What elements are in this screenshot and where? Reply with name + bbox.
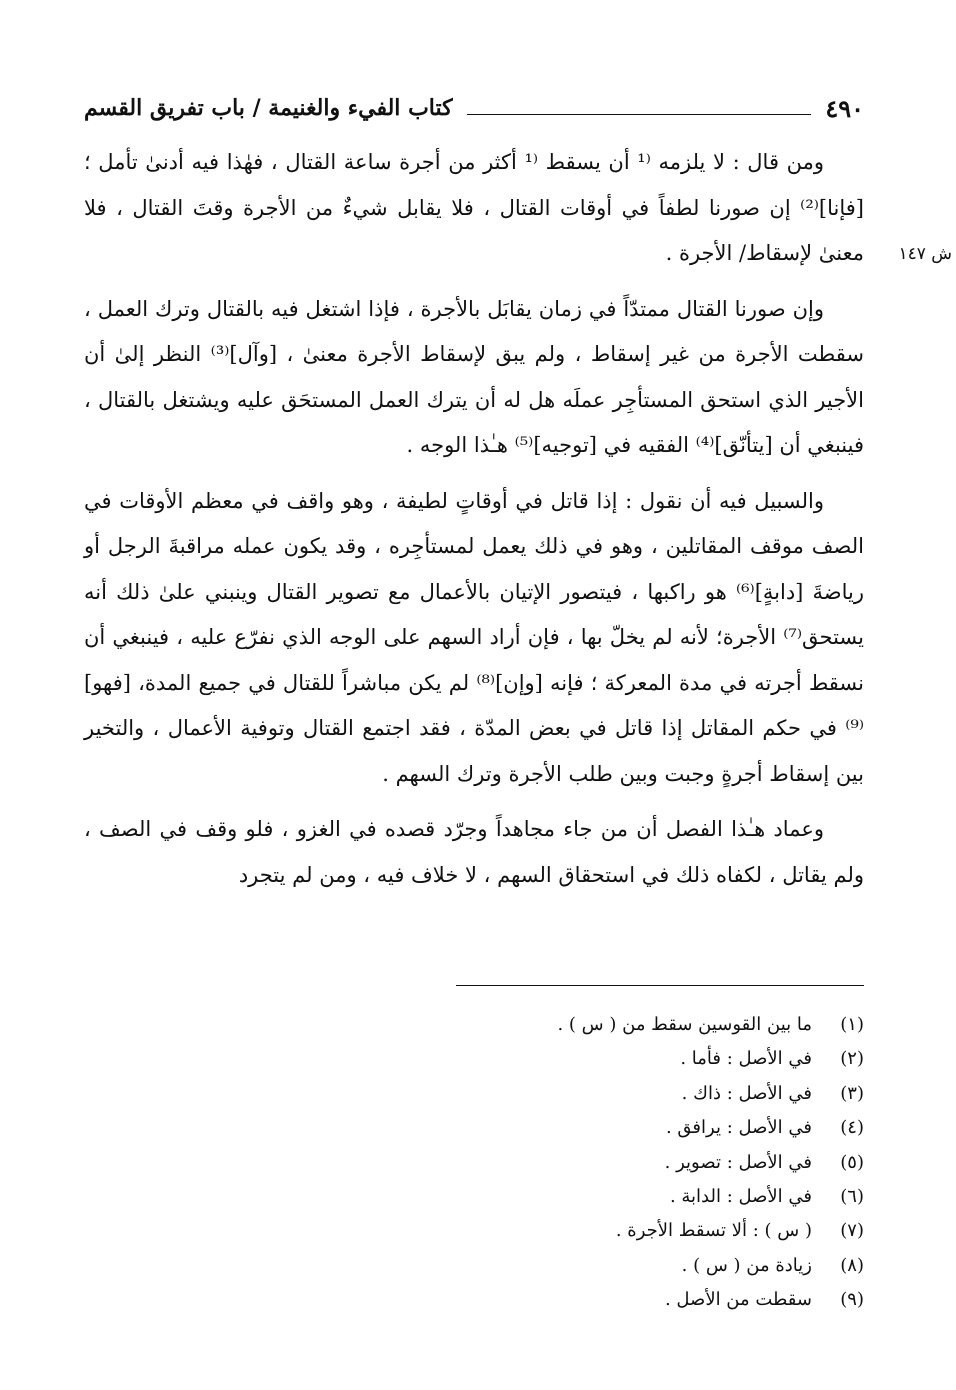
footnote-text: ما بين القوسين سقط من ( س ) . — [557, 1014, 812, 1035]
footnote — [364, 1042, 864, 1076]
footnote-text: في الأصل : الدابة . — [669, 1186, 812, 1208]
footnote — [364, 1077, 864, 1111]
footnote-text: ( س ) : ألا تسقط الأجرة . — [615, 1220, 812, 1242]
paragraph: ومن قال : لا يلزمه ⁽¹ أن يسقط ⁽¹ أكثر من أجرة ساعة القتال ، فهٰذا فيه أدنىٰ تأمل ؛ [فإنا]⁽²⁾ إن صورنا لطفاً في أوقات القتال ، فلا يقابل شيءٌ من الأجرة وقتَ القتال ، فلا معنىٰ لإسقاط/ الأجرة . — [84, 150, 864, 265]
footnote-text: في الأصل : ذاك . — [681, 1082, 812, 1104]
footnote — [364, 1214, 864, 1248]
footnote — [364, 1008, 864, 1042]
paragraph: وإن صورنا القتال ممتدّاً في زمان يقابَل بالأجرة ، فإذا اشتغل فيه بالقتال وترك العمل ، سقطت الأجرة من غير إسقاط ، ولم يبق لإسقاط الأجرة معنىٰ ، [وآل]⁽³⁾ النظر إلىٰ أن الأجير الذي استحق المستأجِر عملَه هل له أن يترك العمل المستحَق عليه ويشتغل بالقتال ، فينبغي أن [يتأنّق]⁽⁴⁾ الفقيه في [توجيه]⁽⁵⁾ هـٰذا الوجه . — [84, 296, 864, 457]
footnote-text: في الأصل : فأما . — [680, 1048, 812, 1070]
footnote-separator — [456, 985, 864, 986]
footnote-text: في الأصل : تصوير . — [664, 1151, 812, 1173]
footnote-text: سقطت من الأصل . — [664, 1289, 812, 1311]
footnote-number: (٢) — [840, 1048, 864, 1070]
footnote — [364, 1249, 864, 1283]
running-title: كتاب الفيء والغنيمة / باب تفريق القسم — [84, 95, 453, 121]
paragraph: وعماد هـٰذا الفصل أن من جاء مجاهداً وجرّد قصده في الغزو ، فلو وقف في الصف ، ولم يقاتل ، لكفاه ذلك في استحقاق السهم ، لا خلاف فيه ، ومن لم يتجرد — [84, 817, 864, 887]
footnote-number: (٤) — [840, 1117, 864, 1139]
footnote-number: (٩) — [840, 1289, 864, 1311]
page-number: ٤٩٠ — [825, 93, 864, 123]
header-rule — [467, 114, 812, 115]
footnote — [364, 1283, 864, 1317]
footnote-number: (٨) — [840, 1254, 864, 1276]
footnote — [364, 1180, 864, 1214]
footnote — [364, 1146, 864, 1180]
page-header — [84, 88, 864, 128]
paragraph: والسبيل فيه أن نقول : إذا قاتل في أوقاتٍ لطيفة ، وهو واقف في معظم الأوقات في الصف موقف المقاتلين ، وهو في ذلك يعمل لمستأجِره ، وقد يكون عمله مراقبةَ الرجل أو رياضةَ [دابةٍ]⁽⁶⁾ هو راكبها ، فيتصور الإتيان بالأعمال مع تصوير القتال وينبني علىٰ ذلك أنه يستحق⁽⁷⁾ الأجرة؛ لأنه لم يخلّ بها ، فإن أراد السهم على الوجه الذي نفرّع عليه ، فينبغي أن نسقط أجرته في مدة المعركة ؛ فإنه [وإن]⁽⁸⁾ لم يكن مباشراً للقتال في جميع المدة، [فهو]⁽⁹⁾ في حكم المقاتل إذا قاتل في بعض المدّة ، فقد اجتمع القتال وتوفية الأعمال ، والتخير بين إسقاط أجرةٍ وجبت وبين طلب الأجرة وترك السهم . — [84, 488, 865, 786]
manuscript-folio-note: ش ١٤٧ — [898, 244, 952, 264]
footnotes-list — [364, 1008, 864, 1318]
footnote-number: (٣) — [840, 1082, 864, 1104]
footnote-number: (٧) — [840, 1220, 864, 1242]
footnote-text: في الأصل : يرافق . — [665, 1117, 812, 1139]
footnote-number: (٦) — [840, 1186, 864, 1208]
footnote — [364, 1111, 864, 1145]
footnote-text: زيادة من ( س ) . — [681, 1254, 812, 1276]
main-text — [84, 140, 864, 908]
footnote-number: (٥) — [840, 1151, 864, 1173]
footnote-number: (١) — [840, 1014, 864, 1035]
